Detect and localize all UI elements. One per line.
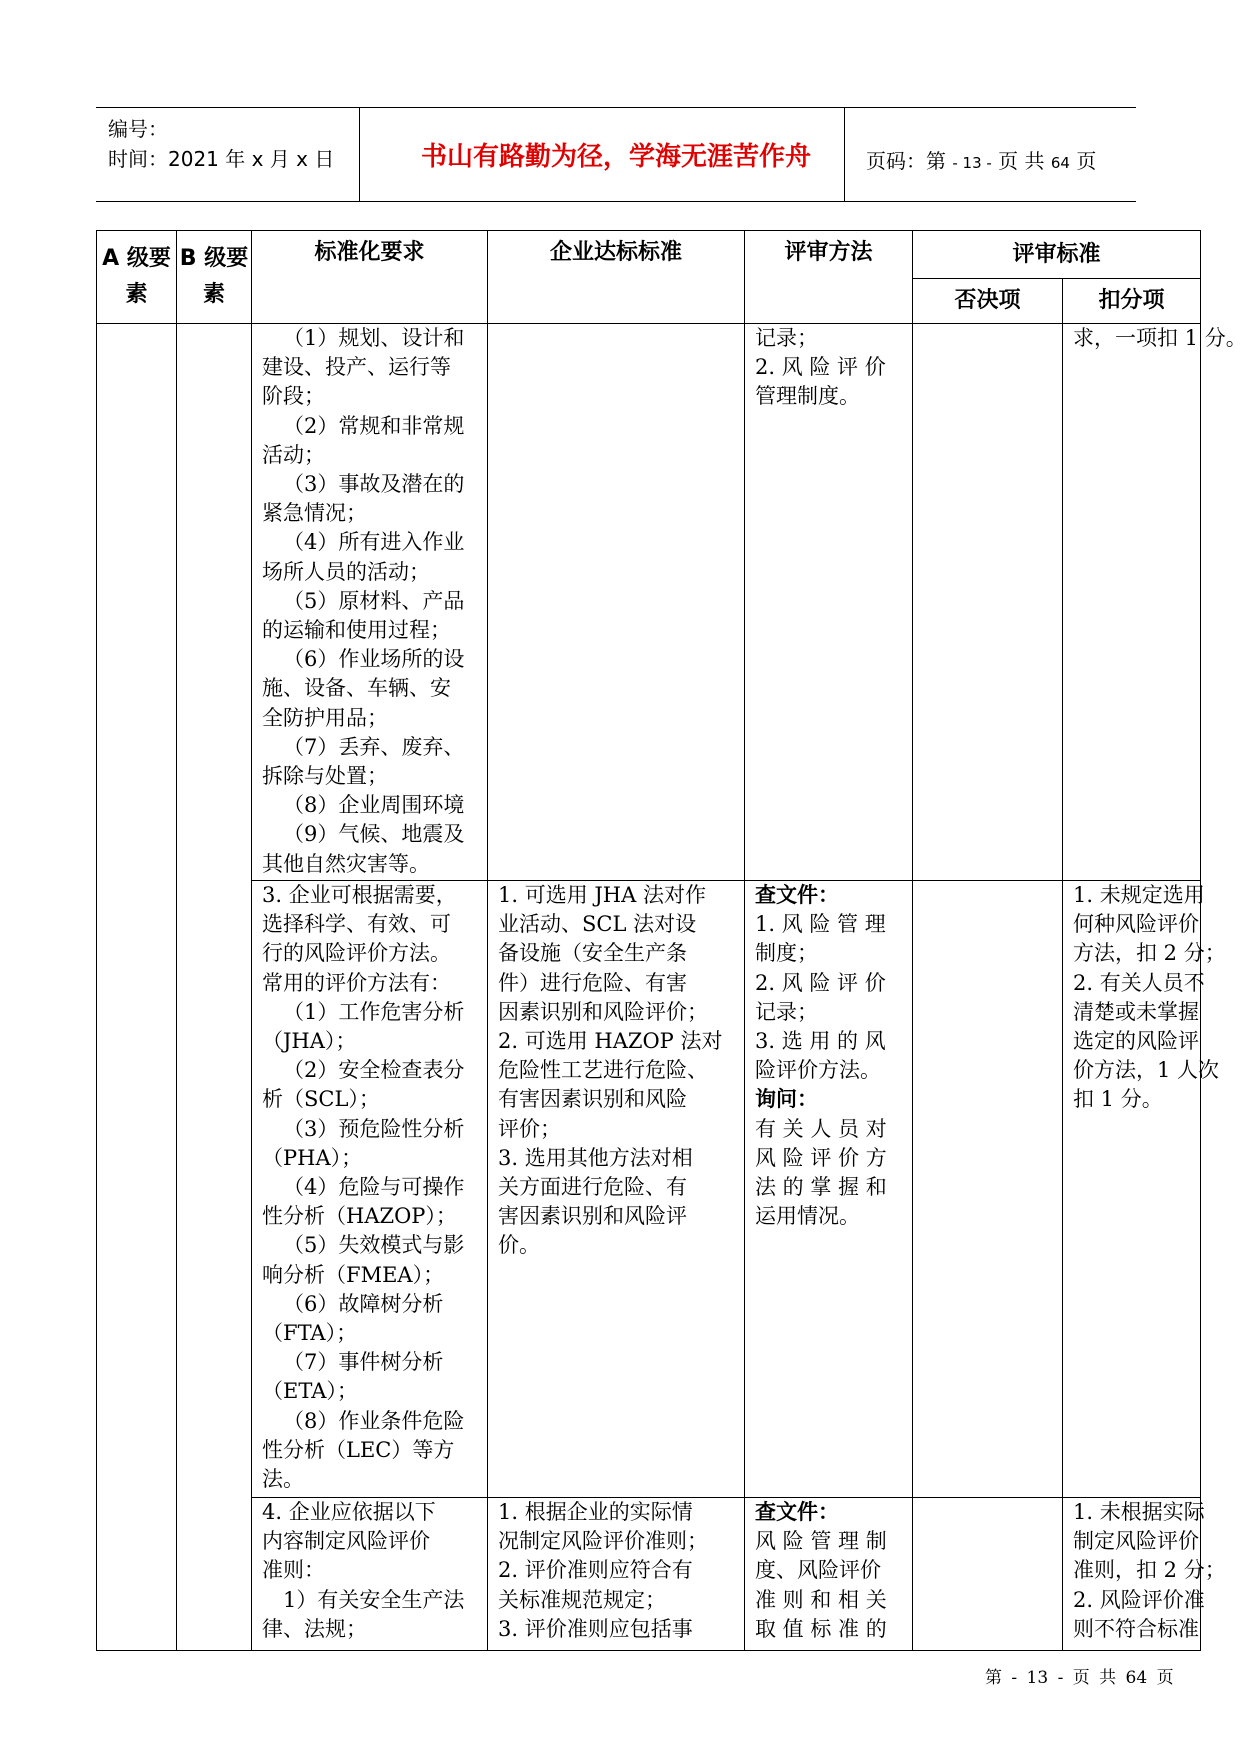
veto-cell bbox=[913, 1498, 1063, 1651]
cell-text-line: 律、法规； bbox=[262, 1616, 367, 1641]
col-header-a-level: A 级要素 bbox=[97, 231, 177, 324]
enterprise-cell bbox=[488, 324, 745, 881]
col-header-deduction: 扣分项 bbox=[1063, 279, 1201, 324]
cell-text-line: 建设、投产、运行等 bbox=[262, 355, 451, 380]
cell-text-line: 运用情况。 bbox=[755, 1204, 860, 1229]
header-page-indicator bbox=[866, 145, 1096, 174]
cell-text-line: 记录； bbox=[755, 326, 818, 350]
cell-text-line: （5）原材料、产品 bbox=[283, 588, 465, 613]
cell-text-line: 因素识别和风险评价； bbox=[498, 999, 708, 1024]
standard-cell bbox=[252, 881, 488, 1498]
cell-text-line: 险评价方法。 bbox=[755, 1058, 881, 1083]
cell-text-line: 准则，扣 2 分； bbox=[1073, 1558, 1226, 1583]
cell-text-line: 1. 未规定选用 bbox=[1073, 883, 1205, 907]
cell-text-line: 1. 根据企业的实际情 bbox=[498, 1500, 693, 1524]
cell-text-line: 件）进行危险、有害 bbox=[498, 970, 687, 995]
cell-text-line: （6）作业场所的设 bbox=[283, 647, 465, 672]
cell-text-line: 1. 未根据实际 bbox=[1073, 1500, 1205, 1524]
cell-text-line: 1. 可选用 JHA 法对作 bbox=[498, 883, 706, 907]
cell-text-line: （2）安全检查表分 bbox=[283, 1058, 465, 1083]
cell-text-line: （7）丢弃、废弃、 bbox=[283, 734, 465, 759]
cell-text-line: 2. 风 险 评 价 bbox=[755, 970, 886, 995]
cell-text-line: 价方法，1 人次 bbox=[1073, 1058, 1220, 1083]
cell-text-line: 业活动、SCL 法对设 bbox=[498, 912, 697, 937]
cell-text-line: 法 的 掌 握 和 bbox=[755, 1175, 887, 1200]
cell-text-line: 害因素识别和风险评 bbox=[498, 1204, 687, 1229]
header-meta bbox=[108, 114, 334, 174]
cell-text-line: 准则： bbox=[262, 1558, 325, 1583]
cell-text-line: 2. 有关人员不 bbox=[1073, 970, 1205, 995]
cell-text-line: 评价； bbox=[498, 1116, 561, 1141]
veto-cell bbox=[913, 324, 1063, 881]
method-cell bbox=[745, 1498, 913, 1651]
cell-text-line: （JHA）； bbox=[262, 1029, 357, 1054]
page-footer: 第 - 13 - 页 共 64 页 bbox=[985, 1668, 1174, 1688]
cell-text-line: 阶段； bbox=[262, 384, 325, 409]
cell-text-line: 施、设备、车辆、安 bbox=[262, 676, 451, 701]
cell-text-line: 1）有关安全生产法 bbox=[283, 1587, 465, 1612]
page-label: 页码：第 bbox=[866, 149, 946, 173]
a-level-cell bbox=[97, 324, 177, 1651]
cell-text-line: 记录； bbox=[755, 999, 818, 1024]
cell-text-line: （9）气候、地震及 bbox=[283, 822, 465, 847]
cell-text-line: 有害因素识别和风险 bbox=[498, 1087, 687, 1112]
cell-text-line: 4. 企业应依据以下 bbox=[262, 1500, 436, 1524]
cell-text-line: 行的风险评价方法。 bbox=[262, 941, 451, 966]
document-header bbox=[96, 107, 1136, 202]
cell-text-line: 选定的风险评 bbox=[1073, 1029, 1199, 1054]
cell-text-line: 清楚或未掌握 bbox=[1073, 999, 1199, 1024]
cell-text-line: 制度； bbox=[755, 941, 818, 966]
cell-text-line: 风 险 管 理 制 bbox=[755, 1529, 887, 1554]
method-cell bbox=[745, 324, 913, 881]
cell-text-line: 2. 可选用 HAZOP 法对 bbox=[498, 1029, 723, 1054]
cell-text-line: （6）故障树分析 bbox=[283, 1291, 444, 1316]
cell-text-line: 何种风险评价 bbox=[1073, 912, 1199, 937]
deduction-cell bbox=[1063, 324, 1247, 881]
cell-text-line: 选择科学、有效、可 bbox=[262, 912, 451, 937]
table-row bbox=[97, 881, 1201, 1498]
cell-text-line: 常用的评价方法有： bbox=[262, 970, 451, 995]
deduction-cell bbox=[1063, 1498, 1226, 1651]
cell-text-line: 析（SCL）； bbox=[262, 1087, 380, 1112]
cell-text-line: （8）作业条件危险 bbox=[283, 1408, 465, 1433]
cell-text-line: 活动； bbox=[262, 442, 325, 467]
cell-text-line: 法。 bbox=[262, 1467, 304, 1492]
number-label: 编号： bbox=[108, 117, 168, 141]
cell-text-line: 性分析（LEC）等方 bbox=[262, 1437, 455, 1462]
cell-text-line: 扣 1 分。 bbox=[1073, 1087, 1163, 1112]
col-header-b-level: B 级要素 bbox=[177, 231, 252, 324]
cell-text-line: 场所人员的活动； bbox=[262, 559, 430, 584]
cell-text-line: 3. 选用其他方法对相 bbox=[498, 1145, 693, 1170]
evaluation-table bbox=[96, 230, 1247, 1651]
col-header-criteria: 评审标准 bbox=[913, 231, 1201, 279]
cell-text-line: 2. 评价准则应符合有 bbox=[498, 1558, 693, 1583]
cell-text-line: （2）常规和非常规 bbox=[283, 413, 465, 438]
header-divider-right bbox=[844, 108, 845, 201]
col-header-veto: 否决项 bbox=[913, 279, 1063, 324]
cell-text-line: 2. 风 险 评 价 bbox=[755, 355, 886, 380]
deduction-cell bbox=[1063, 881, 1226, 1498]
enterprise-cell bbox=[488, 1498, 745, 1651]
cell-text-line: （1）工作危害分析 bbox=[283, 999, 465, 1024]
cell-text-line: 3. 选 用 的 风 bbox=[755, 1029, 886, 1054]
cell-text-line: 查文件： bbox=[755, 883, 839, 907]
cell-text-line: 的运输和使用过程； bbox=[262, 618, 451, 643]
cell-text-line: 询问： bbox=[755, 1087, 818, 1112]
standard-cell bbox=[252, 324, 488, 881]
cell-text-line: 价。 bbox=[498, 1233, 540, 1258]
cell-text-line: 拆除与处置； bbox=[262, 764, 388, 789]
cell-text-line: 取 值 标 准 的 bbox=[755, 1616, 887, 1641]
cell-text-line: （PHA）； bbox=[262, 1145, 363, 1170]
cell-text-line: 3. 评价准则应包括事 bbox=[498, 1616, 693, 1641]
cell-text-line: 度、风险评价 bbox=[755, 1558, 881, 1583]
cell-text-line: 备设施（安全生产条 bbox=[498, 941, 687, 966]
cell-text-line: （7）事件树分析 bbox=[283, 1350, 444, 1375]
cell-text-line: （3）预危险性分析 bbox=[283, 1116, 465, 1141]
cell-text-line: （8）企业周围环境 bbox=[283, 793, 465, 818]
cell-text-line: 准 则 和 相 关 bbox=[755, 1587, 887, 1612]
col-header-method: 评审方法 bbox=[745, 231, 913, 324]
page-mid: 页 共 bbox=[998, 149, 1045, 173]
time-label: 时间：2021 年 x 月 x 日 bbox=[108, 147, 335, 171]
cell-text-line: （4）危险与可操作 bbox=[283, 1175, 465, 1200]
cell-text-line: （4）所有进入作业 bbox=[283, 530, 465, 555]
cell-text-line: 求，一项扣 1 分。 bbox=[1073, 326, 1247, 350]
cell-text-line: （3）事故及潜在的 bbox=[283, 472, 465, 497]
cell-text-line: 1. 风 险 管 理 bbox=[755, 912, 886, 937]
enterprise-cell bbox=[488, 881, 745, 1498]
cell-text-line: 全防护用品； bbox=[262, 705, 388, 730]
cell-text-line: 响分析（FMEA）； bbox=[262, 1262, 445, 1287]
header-divider-left bbox=[359, 108, 360, 201]
table-row bbox=[97, 1498, 1201, 1651]
cell-text-line: （5）失效模式与影 bbox=[283, 1233, 465, 1258]
cell-text-line: 则不符合标准 bbox=[1073, 1616, 1199, 1641]
cell-text-line: 关方面进行危险、有 bbox=[498, 1175, 687, 1200]
cell-text-line: 关标准规范规定； bbox=[498, 1587, 666, 1612]
cell-text-line: 紧急情况； bbox=[262, 501, 367, 526]
cell-text-line: 其他自然灾害等。 bbox=[262, 851, 430, 876]
header-motto: 书山有路勤为径，学海无涯苦作舟 bbox=[420, 142, 811, 172]
cell-text-line: 况制定风险评价准则； bbox=[498, 1529, 708, 1554]
cell-text-line: （ETA）； bbox=[262, 1379, 358, 1404]
cell-text-line: 性分析（HAZOP）； bbox=[262, 1204, 457, 1229]
table-row bbox=[97, 324, 1201, 881]
cell-text-line: 有 关 人 员 对 bbox=[755, 1116, 887, 1141]
col-header-standard: 标准化要求 bbox=[252, 231, 488, 324]
cell-text-line: 风 险 评 价 方 bbox=[755, 1145, 887, 1170]
cell-text-line: （FTA）； bbox=[262, 1321, 358, 1346]
cell-text-line: 危险性工艺进行危险、 bbox=[498, 1058, 708, 1083]
cell-text-line: （1）规划、设计和 bbox=[283, 326, 465, 350]
cell-text-line: 制定风险评价 bbox=[1073, 1529, 1199, 1554]
page-current: - 13 - bbox=[952, 154, 992, 172]
page-end: 页 bbox=[1076, 149, 1097, 173]
col-header-enterprise: 企业达标标准 bbox=[488, 231, 745, 324]
cell-text-line: 管理制度。 bbox=[755, 384, 860, 409]
cell-text-line: 2. 风险评价准 bbox=[1073, 1587, 1205, 1612]
cell-text-line: 3. 企业可根据需要， bbox=[262, 883, 457, 907]
page-total: 64 bbox=[1050, 154, 1070, 172]
b-level-cell bbox=[177, 324, 252, 1651]
cell-text-line: 查文件： bbox=[755, 1500, 839, 1524]
cell-text-line: 方法，扣 2 分； bbox=[1073, 941, 1226, 966]
standard-cell bbox=[252, 1498, 488, 1651]
method-cell bbox=[745, 881, 913, 1498]
cell-text-line: 内容制定风险评价 bbox=[262, 1529, 430, 1554]
veto-cell bbox=[913, 881, 1063, 1498]
